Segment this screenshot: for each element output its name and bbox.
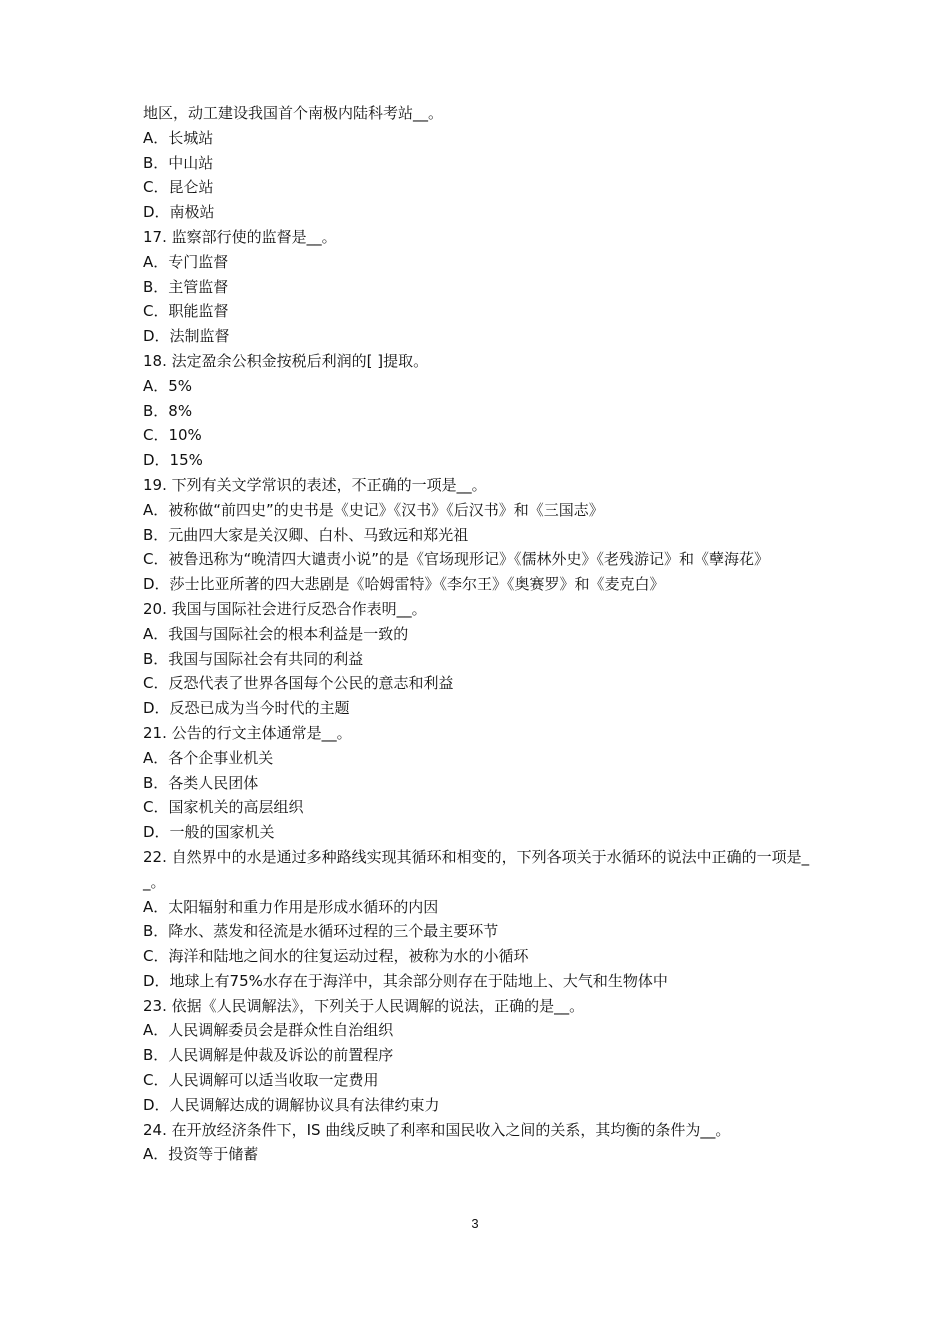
answer-option: C．国家机关的高层组织 [143,798,304,817]
answer-option: D．反恐已成为当今时代的主题 [143,699,350,718]
answer-option: D．法制监督 [143,327,230,346]
question-text: 18. 法定盈余公积金按税后利润的[ ]提取。 [143,351,429,370]
answer-option: D．莎士比亚所著的四大悲剧是《哈姆雷特》《李尔王》《奥赛罗》和《麦克白》 [143,575,665,594]
answer-option: C．昆仑站 [143,178,214,197]
question-text: 23. 依据《人民调解法》，下列关于人民调解的说法，正确的是__。 [143,996,585,1015]
question-text: 21. 公告的行文主体通常是__。 [143,723,352,742]
answer-option: A．太阳辐射和重力作用是形成水循环的内因 [143,897,439,916]
answer-option: B．主管监督 [143,277,229,296]
text-line: 地区，动工建设我国首个南极内陆科考站__。 [143,104,444,122]
answer-option: C．海洋和陆地之间水的往复运动过程，被称为水的小循环 [143,947,529,966]
answer-option: B．降水、蒸发和径流是水循环过程的三个最主要环节 [143,922,499,941]
answer-option: B．中山站 [143,153,214,172]
answer-option: D．南极站 [143,203,215,222]
answer-option: A．我国与国际社会的根本利益是一致的 [143,624,409,643]
answer-option: A．专门监督 [143,252,229,271]
question-text: 22. 自然界中的水是通过多种路线实现其循环和相变的，下列各项关于水循环的说法中正确的一项是__。 [143,847,810,891]
answer-option: C．反恐代表了世界各国每个公民的意志和利益 [143,674,454,693]
question-text: 20. 我国与国际社会进行反恐合作表明__。 [143,599,427,618]
answer-option: D．15% [143,451,203,470]
answer-option: A．投资等于储蓄 [143,1145,259,1164]
answer-option: B．我国与国际社会有共同的利益 [143,649,364,668]
answer-option: B．各类人民团体 [143,773,259,792]
answer-option: B．元曲四大家是关汉卿、白朴、马致远和郑光祖 [143,525,469,544]
answer-option: A．各个企事业机关 [143,748,274,767]
answer-option: A．5% [143,376,193,395]
question-text: 19. 下列有关文学常识的表述，不正确的一项是__。 [143,475,487,494]
answer-option: B．人民调解是仲裁及诉讼的前置程序 [143,1046,394,1065]
answer-option: D．地球上有75%水存在于海洋中，其余部分则存在于陆地上、大气和生物体中 [143,971,668,990]
answer-option: A．人民调解委员会是群众性自治组织 [143,1021,394,1040]
answer-option: D．人民调解达成的调解协议具有法律约束力 [143,1095,440,1114]
page-number: 3 [471,1216,479,1231]
question-text: 24. 在开放经济条件下，IS 曲线反映了利率和国民收入之间的关系，其均衡的条件为__。 [143,1120,731,1139]
answer-option: C．10% [143,426,202,445]
page-content [143,101,813,1167]
answer-option: C．人民调解可以适当收取一定费用 [143,1071,379,1090]
answer-option: C．被鲁迅称为“晚清四大谴责小说”的是《官场现形记》《儒林外史》《老残游记》和《孽海花》 [143,550,770,569]
answer-option: A．长城站 [143,128,214,147]
question-text: 17. 监察部行使的监督是__。 [143,227,337,246]
answer-option: D．一般的国家机关 [143,823,275,842]
answer-option: A．被称做“前四史”的史书是《史记》《汉书》《后汉书》和《三国志》 [143,500,604,519]
answer-option: B．8% [143,401,193,420]
answer-option: C．职能监督 [143,302,229,321]
